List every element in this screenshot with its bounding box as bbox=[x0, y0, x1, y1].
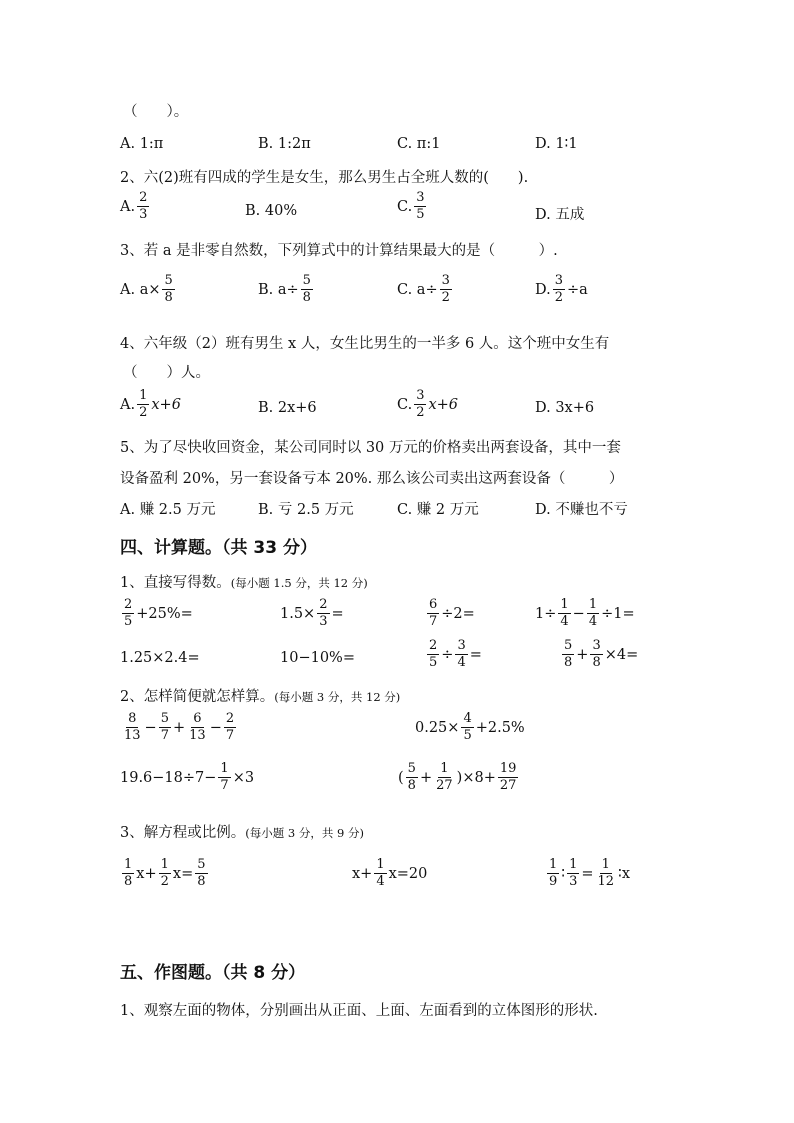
denominator: 2 bbox=[416, 405, 425, 421]
operator: ÷ bbox=[441, 646, 454, 663]
q2-option-a bbox=[120, 191, 151, 223]
calc2-title bbox=[120, 685, 400, 706]
calc3-expr-3 bbox=[545, 858, 630, 890]
calc2-expr-3-head: 19.6−18÷7− bbox=[120, 769, 217, 786]
denominator: 13 bbox=[189, 728, 206, 744]
calc1-note: (每小题 1.5 分，共 12 分) bbox=[230, 576, 368, 590]
denominator: 2 bbox=[441, 290, 450, 306]
numerator: 5 bbox=[562, 639, 574, 655]
q2-option-a-label: A. bbox=[120, 198, 136, 215]
q4-option-a-fraction bbox=[137, 389, 149, 421]
denominator: 4 bbox=[457, 655, 466, 671]
operator: = bbox=[581, 865, 594, 882]
calc1-expr-5: 1.25×2.4= bbox=[120, 650, 200, 666]
calc1-expr-2-tail: = bbox=[331, 605, 344, 622]
numerator: 2 bbox=[317, 598, 329, 614]
q5-option-d: D. 不赚也不亏 bbox=[535, 502, 628, 518]
calc1-expr-1-tail: +25%= bbox=[136, 605, 193, 622]
q4-option-a bbox=[120, 389, 181, 421]
operator: x= bbox=[172, 865, 194, 882]
numerator: 1 bbox=[159, 858, 171, 874]
q4-option-c-fraction bbox=[414, 389, 426, 421]
calc1-expr-4 bbox=[535, 598, 635, 630]
numerator: 2 bbox=[122, 598, 134, 614]
numerator: 5 bbox=[162, 274, 174, 290]
q3-option-b bbox=[258, 274, 315, 306]
numerator: 1 bbox=[122, 858, 134, 874]
calc1-expr-8 bbox=[560, 639, 638, 671]
q3-option-b-label: B. a÷ bbox=[258, 281, 299, 298]
q3-option-a bbox=[120, 274, 177, 306]
numerator: 8 bbox=[126, 712, 138, 728]
q2-option-d: D. 五成 bbox=[535, 207, 585, 223]
denominator: 7 bbox=[160, 728, 169, 744]
numerator: 5 bbox=[406, 762, 418, 778]
q3-option-c-fraction bbox=[440, 274, 452, 306]
calc1-expr-2-head: 1.5× bbox=[280, 605, 316, 622]
q4-option-b: B. 2x+6 bbox=[258, 400, 317, 416]
denominator: 5 bbox=[416, 207, 425, 223]
numerator: 5 bbox=[159, 712, 171, 728]
q5-option-a: A. 赚 2.5 万元 bbox=[120, 502, 216, 518]
q4-option-a-tail: x+6 bbox=[151, 396, 181, 413]
calc3-expr-2-tail: x=20 bbox=[388, 865, 428, 882]
calc2-expr-2-head: 0.25× bbox=[415, 719, 460, 736]
denominator: 2 bbox=[139, 405, 148, 421]
q5-option-c: C. 赚 2 万元 bbox=[397, 502, 479, 518]
denominator: 7 bbox=[220, 778, 229, 794]
denominator: 3 bbox=[569, 874, 578, 890]
numerator: 1 bbox=[567, 858, 579, 874]
open-paren: ( bbox=[398, 769, 404, 786]
calc2-expr-3-tail: ×3 bbox=[232, 769, 255, 786]
operator: − bbox=[144, 719, 157, 736]
q3-option-d bbox=[535, 274, 588, 306]
q2-stem: 2、六(2)班有四成的学生是女生，那么男生占全班人数的( ). bbox=[120, 170, 529, 186]
numerator: 3 bbox=[455, 639, 467, 655]
denominator: 7 bbox=[225, 728, 235, 744]
calc1-expr-1 bbox=[120, 598, 193, 630]
calc3-title bbox=[120, 821, 364, 842]
q4-option-c-tail: x+6 bbox=[428, 396, 459, 413]
denominator: 3 bbox=[139, 207, 148, 223]
calc3-expr-1 bbox=[120, 858, 210, 890]
calc2-expr-2 bbox=[415, 712, 525, 744]
calc1-expr-7-tail: = bbox=[469, 646, 482, 663]
numerator: 1 bbox=[137, 389, 149, 405]
q3-option-d-fraction bbox=[553, 274, 565, 306]
q2-option-b: B. 40% bbox=[245, 203, 298, 219]
denominator: 8 bbox=[407, 778, 416, 794]
operator: − bbox=[572, 605, 585, 622]
calc3-note: (每小题 3 分，共 9 分) bbox=[245, 826, 364, 840]
q4-stem-line2: （ ）人。 bbox=[123, 365, 210, 381]
calc2-expr-4 bbox=[398, 762, 520, 794]
calc1-expr-4-tail: ÷1= bbox=[601, 605, 635, 622]
numerator: 6 bbox=[191, 712, 203, 728]
q2-option-a-fraction bbox=[137, 191, 149, 223]
q4-option-d: D. 3x+6 bbox=[535, 400, 595, 416]
q3-stem: 3、若 a 是非零自然数，下列算式中的计算结果最大的是（ ）. bbox=[120, 243, 558, 259]
numerator: 3 bbox=[414, 389, 426, 405]
calc1-expr-7 bbox=[425, 639, 482, 671]
q1-option-a: A. 1:π bbox=[120, 136, 164, 152]
calc1-expr-4-head: 1÷ bbox=[535, 605, 557, 622]
numerator: 2 bbox=[137, 191, 149, 207]
numerator: 6 bbox=[427, 598, 439, 614]
numerator: 2 bbox=[224, 712, 236, 728]
calc2-note: (每小题 3 分，共 12 分) bbox=[274, 690, 401, 704]
q3-option-a-fraction bbox=[162, 274, 174, 306]
denominator: 8 bbox=[302, 290, 311, 306]
numerator: 1 bbox=[587, 598, 599, 614]
section5-question-1: 1、观察左面的物体，分别画出从正面、上面、左面看到的立体图形的形状. bbox=[120, 1003, 598, 1019]
q3-option-c-label: C. a÷ bbox=[397, 281, 438, 298]
q1-stem-tail: （ ）。 bbox=[123, 104, 189, 120]
numerator: 3 bbox=[440, 274, 452, 290]
denominator: 8 bbox=[124, 874, 133, 890]
denominator: 5 bbox=[429, 655, 438, 671]
numerator: 3 bbox=[590, 639, 602, 655]
calc3-expr-3-tail: ∶x bbox=[618, 865, 630, 882]
q3-option-d-label: D. bbox=[535, 281, 551, 298]
q4-option-c-label: C. bbox=[397, 396, 413, 413]
denominator: 2 bbox=[160, 874, 169, 890]
calc3-title-text: 3、解方程或比例。 bbox=[120, 825, 246, 841]
numerator: 5 bbox=[195, 858, 207, 874]
q5-option-b: B. 亏 2.5 万元 bbox=[258, 502, 354, 518]
denominator: 8 bbox=[197, 874, 206, 890]
numerator: 1 bbox=[438, 762, 450, 778]
denominator: 9 bbox=[549, 874, 558, 890]
denominator: 27 bbox=[436, 778, 453, 794]
numerator: 3 bbox=[414, 191, 426, 207]
calc2-expr-4-close: )×8+ bbox=[456, 769, 496, 786]
numerator: 1 bbox=[558, 598, 570, 614]
operator: + bbox=[576, 646, 589, 663]
denominator: 7 bbox=[429, 614, 438, 630]
calc3-expr-2 bbox=[352, 858, 427, 890]
q2-option-c bbox=[397, 191, 428, 223]
calc2-expr-2-tail: +2.5% bbox=[475, 719, 525, 736]
calc3-expr-2-head: x+ bbox=[352, 865, 373, 882]
numerator: 1 bbox=[600, 858, 612, 874]
numerator: 19 bbox=[498, 762, 519, 778]
numerator: 3 bbox=[553, 274, 565, 290]
calc1-expr-8-tail: ×4= bbox=[604, 646, 639, 663]
calc1-expr-2 bbox=[280, 598, 344, 630]
operator: ∶ bbox=[561, 865, 566, 882]
calc1-expr-6: 10−10%= bbox=[280, 650, 355, 666]
operator: − bbox=[209, 719, 222, 736]
calc1-expr-3-tail: ÷2= bbox=[441, 605, 475, 622]
q5-stem: 5、为了尽快收回资金，某公司同时以 30 万元的价格卖出两套设备，其中一套 bbox=[120, 440, 621, 456]
q1-option-d: D. 1∶1 bbox=[535, 136, 578, 152]
numerator: 1 bbox=[547, 858, 559, 874]
q2-option-c-label: C. bbox=[397, 198, 413, 215]
denominator: 13 bbox=[124, 728, 141, 744]
denominator: 4 bbox=[560, 614, 569, 630]
operator: x+ bbox=[136, 865, 157, 882]
calc2-title-text: 2、怎样简便就怎样算。 bbox=[120, 689, 275, 705]
q3-option-b-fraction bbox=[301, 274, 313, 306]
denominator: 4 bbox=[588, 614, 598, 630]
q1-option-b: B. 1:2π bbox=[258, 136, 311, 152]
denominator: 3 bbox=[319, 614, 328, 630]
operator: + bbox=[419, 769, 433, 786]
operator: + bbox=[172, 719, 186, 736]
denominator: 27 bbox=[499, 778, 517, 794]
denominator: 2 bbox=[554, 290, 563, 306]
calc1-title bbox=[120, 571, 368, 592]
calc1-expr-3 bbox=[425, 598, 475, 630]
denominator: 5 bbox=[124, 614, 133, 630]
q4-option-c bbox=[397, 389, 458, 421]
calc2-expr-3 bbox=[120, 762, 254, 794]
numerator: 5 bbox=[301, 274, 313, 290]
q4-stem: 4、六年级（2）班有男生 x 人，女生比男生的一半多 6 人。这个班中女生有 bbox=[120, 336, 610, 352]
numerator: 1 bbox=[218, 762, 230, 778]
calc1-title-text: 1、直接写得数。 bbox=[120, 575, 231, 591]
q3-option-c bbox=[397, 274, 454, 306]
numerator: 2 bbox=[427, 639, 439, 655]
calc2-expr-1 bbox=[120, 712, 238, 744]
denominator: 8 bbox=[164, 290, 173, 306]
numerator: 4 bbox=[461, 712, 473, 728]
section4-title: 四、计算题。（共 33 分） bbox=[120, 538, 317, 558]
denominator: 8 bbox=[592, 655, 601, 671]
q2-option-c-fraction bbox=[414, 191, 426, 223]
q4-option-a-label: A. bbox=[120, 396, 136, 413]
q3-option-d-tail: ÷a bbox=[567, 281, 588, 298]
q1-option-c: C. π:1 bbox=[397, 136, 441, 152]
numerator: 1 bbox=[374, 858, 386, 874]
denominator: 5 bbox=[463, 728, 472, 744]
denominator: 12 bbox=[597, 874, 615, 890]
q5-stem-line2: 设备盈利 20%，另一套设备亏本 20%. 那么该公司卖出这两套设备（ ） bbox=[120, 471, 624, 487]
denominator: 8 bbox=[564, 655, 573, 671]
denominator: 4 bbox=[376, 874, 385, 890]
section5-title: 五、作图题。（共 8 分） bbox=[120, 963, 306, 983]
q3-option-a-label: A. a× bbox=[120, 281, 161, 298]
